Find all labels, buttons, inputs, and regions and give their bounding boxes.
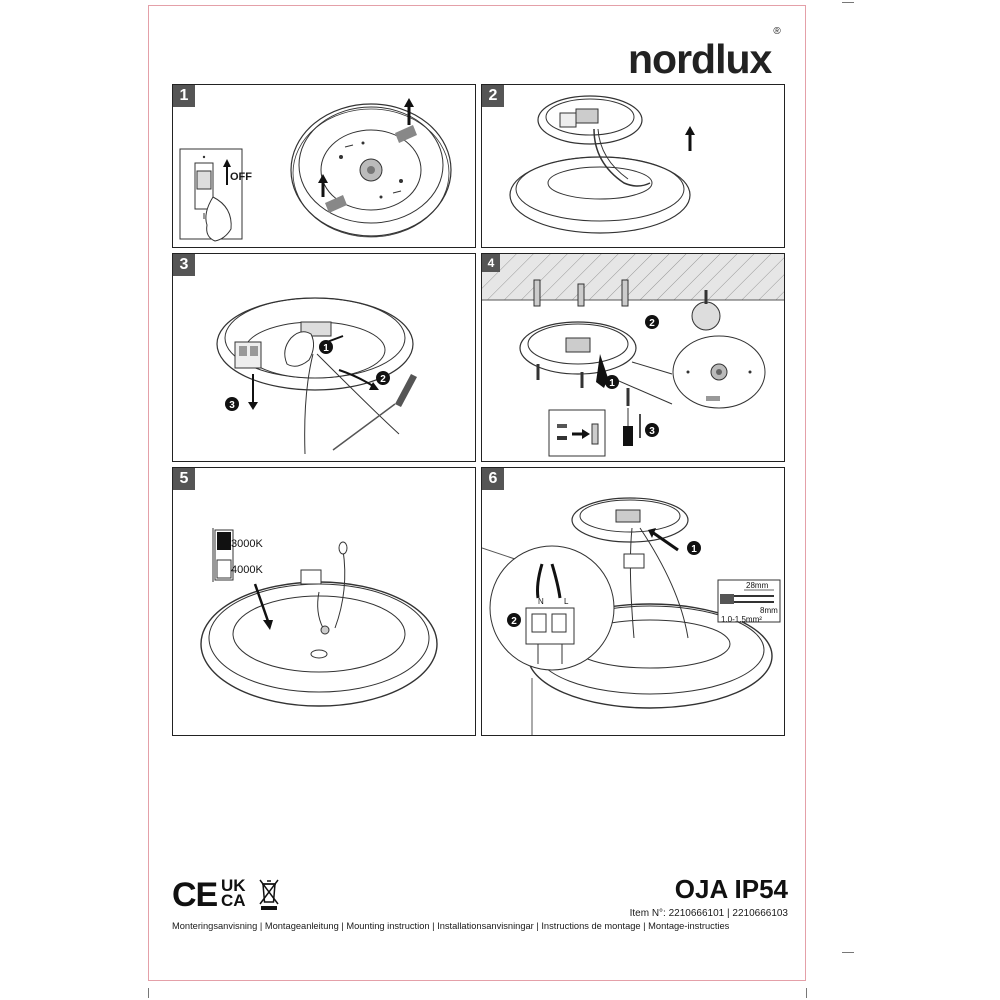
crop-mark <box>806 988 807 998</box>
step-number: 4 <box>482 254 500 272</box>
strip-length-short: 8mm <box>760 606 778 615</box>
step-3-illustration <box>173 254 476 462</box>
ukca-mark <box>221 878 246 908</box>
callout-2: 2 <box>380 374 386 385</box>
crop-mark <box>148 988 149 998</box>
strip-length-long: 28mm <box>746 581 769 590</box>
callout-1: 1 <box>609 378 615 389</box>
crop-mark <box>842 952 854 953</box>
step-3-panel <box>172 253 476 462</box>
step-5-panel <box>172 467 476 736</box>
callout-2: 2 <box>511 616 517 627</box>
step-number: 1 <box>173 85 195 107</box>
step-4-illustration <box>482 254 785 462</box>
off-label: OFF <box>230 171 252 183</box>
ukca-ca: CA <box>221 891 246 910</box>
crop-mark <box>842 2 854 3</box>
callout-1: 1 <box>323 343 329 354</box>
callout-1: 1 <box>691 544 697 555</box>
step-number: 3 <box>173 254 195 276</box>
step-6-panel <box>481 467 785 736</box>
ce-mark: CE <box>172 876 218 914</box>
step-4-panel <box>481 253 785 462</box>
step-6-illustration <box>482 468 785 736</box>
wire-label-l: L <box>564 597 569 606</box>
color-temp-4000k: 4000K <box>231 564 263 576</box>
step-1-illustration <box>173 85 476 248</box>
color-temp-3000k: 3000K <box>231 538 263 550</box>
step-number: 5 <box>173 468 195 490</box>
step-1-panel <box>172 84 476 248</box>
step-2-illustration <box>482 85 785 248</box>
ukca-uk: UK <box>221 876 246 895</box>
product-name: OJA IP54 <box>674 874 788 904</box>
callout-3: 3 <box>229 400 235 411</box>
step-2-panel <box>481 84 785 248</box>
step-number: 6 <box>482 468 504 490</box>
weee-bin-icon <box>259 878 279 912</box>
callout-3: 3 <box>649 426 655 437</box>
item-numbers: Item N°: 2210666101 | 2210666103 <box>629 908 788 919</box>
step-5-illustration <box>173 468 476 736</box>
callout-2: 2 <box>649 318 655 329</box>
step-number: 2 <box>482 85 504 107</box>
wire-label-n: N <box>538 597 544 606</box>
instruction-languages: Monteringsanvisning | Montageanleitung | Mounting instruction | Installationsanvisningar | Instructions de montage | Montage-instructies <box>172 921 730 931</box>
brand-logo: nordlux® <box>628 26 780 82</box>
wire-gauge: 1.0-1.5mm² <box>721 615 762 624</box>
